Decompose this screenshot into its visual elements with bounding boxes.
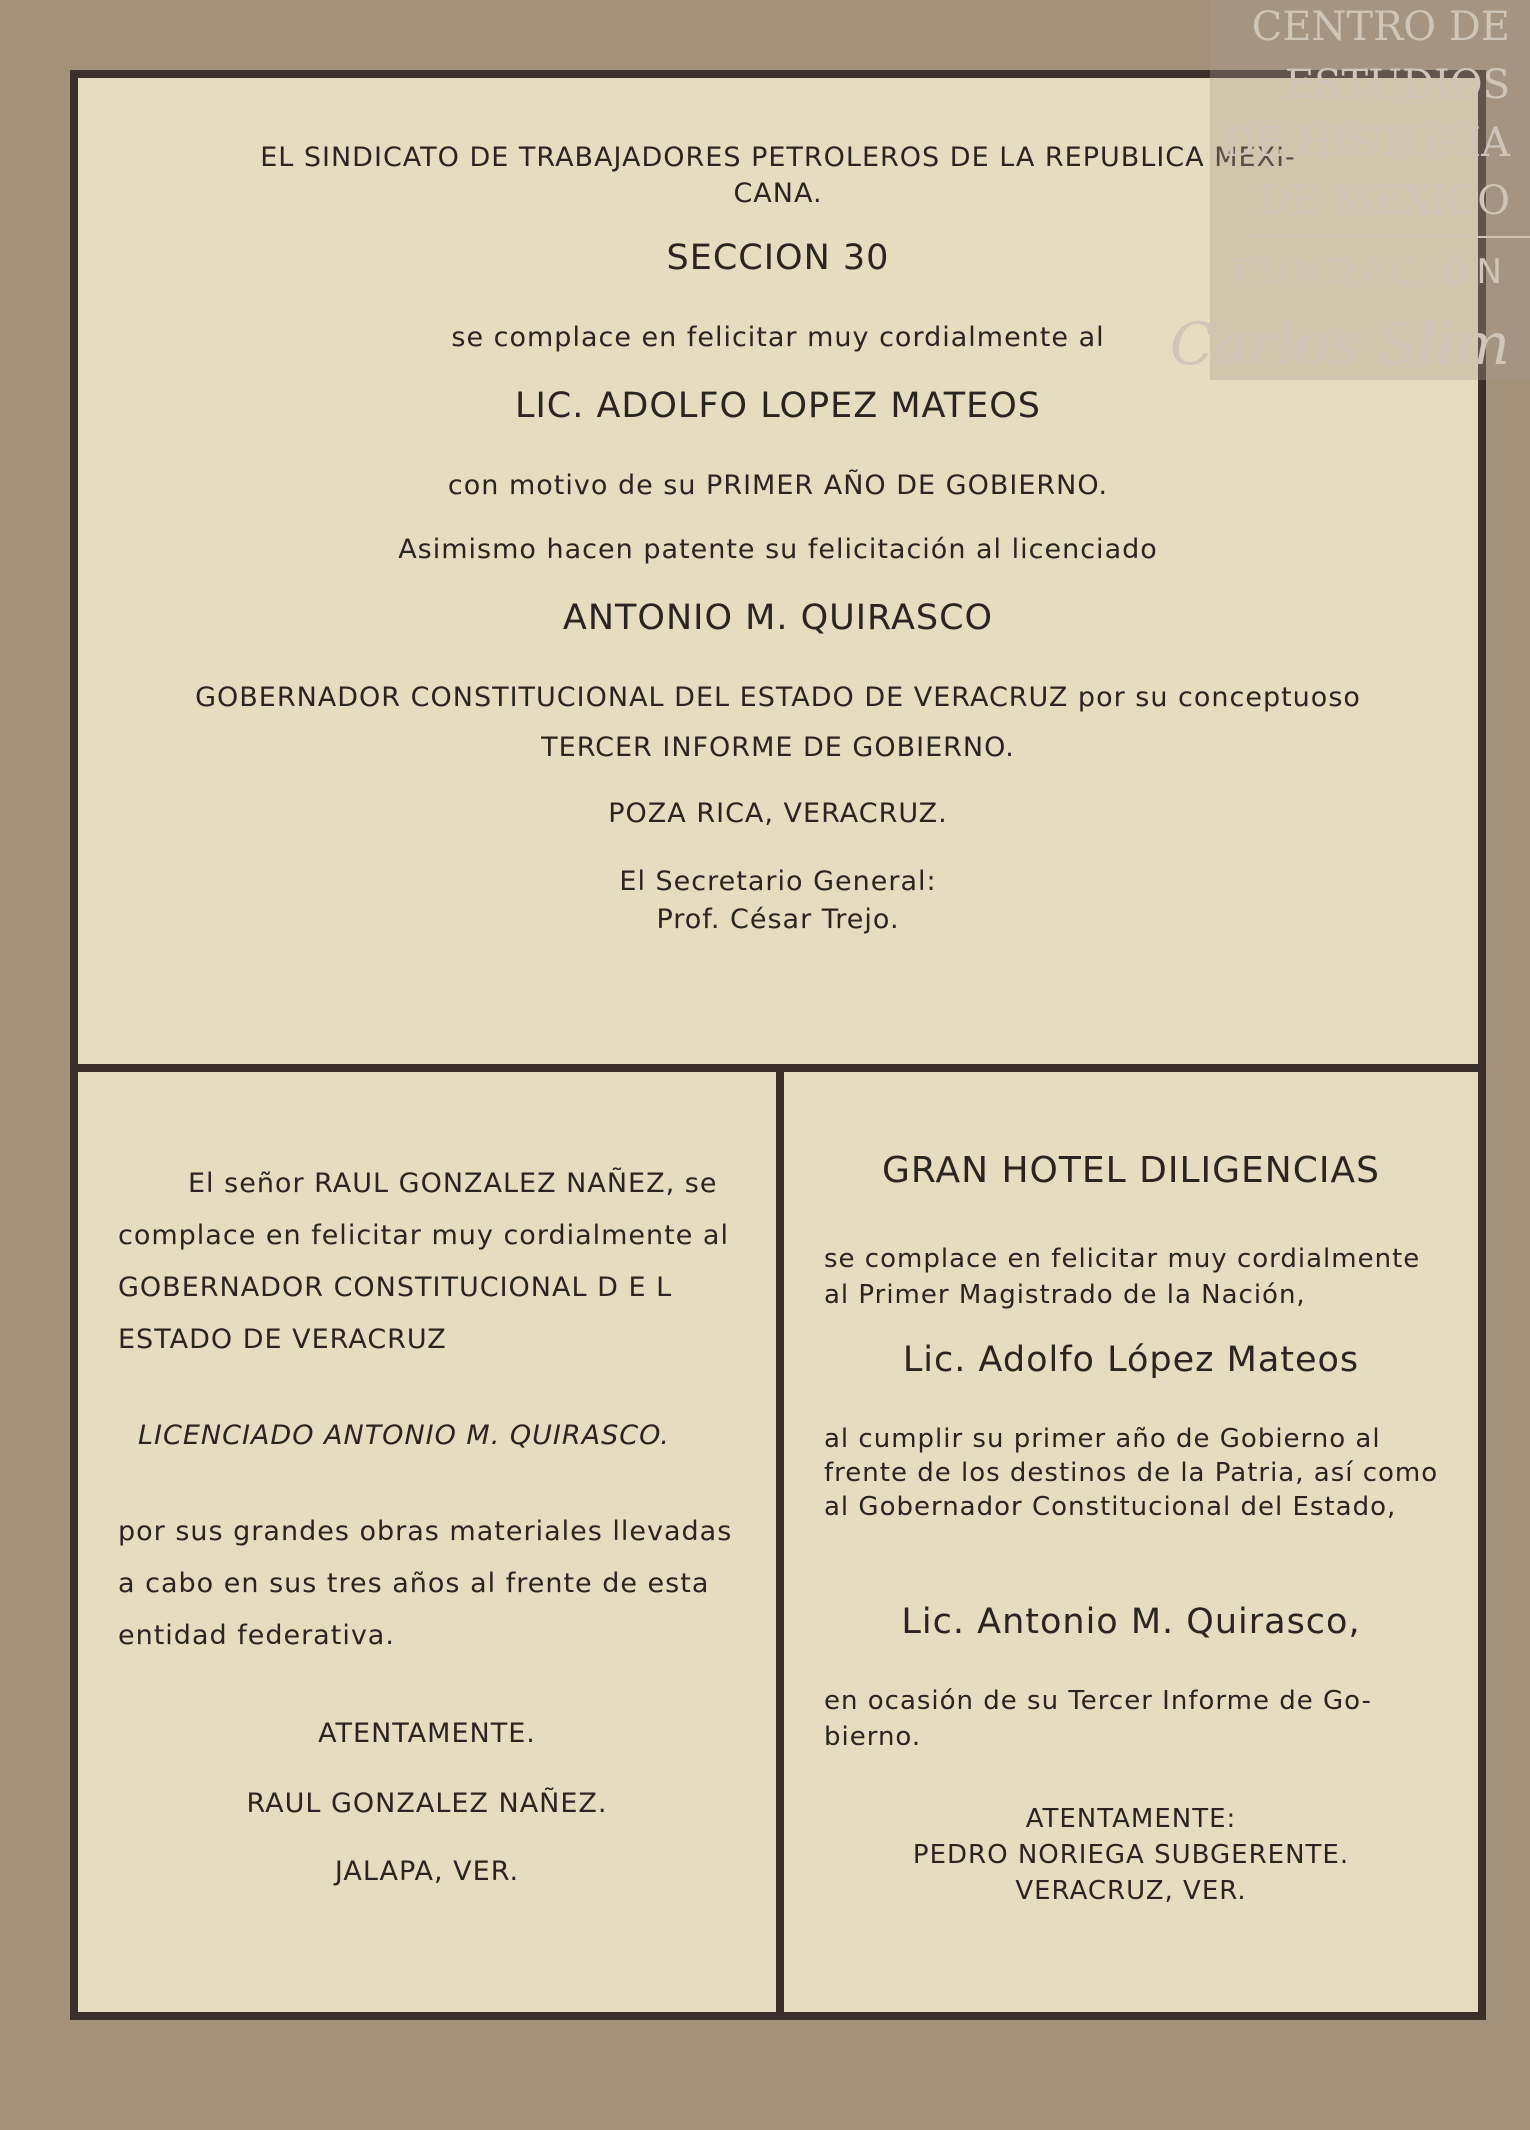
section-title: SECCION 30 [666,238,890,278]
left-p1-line-3: GOBERNADOR CONSTITUCIONAL D E L [118,1272,673,1303]
left-p2-line-1: por sus grandes obras materiales llevadas [118,1516,733,1547]
right-p2-line-3: al Gobernador Constitucional del Estado, [824,1492,1397,1522]
right-p1-line-2: al Primer Magistrado de la Nación, [824,1280,1306,1310]
right-honoree-2: Lic. Antonio M. Quirasco, [901,1602,1361,1642]
also-text: Asimismo hacen patente su felicitación al licenciado [398,534,1158,565]
left-p2-line-2: a cabo en sus tres años al frente de esta [118,1568,710,1599]
left-place: JALAPA, VER. [334,1856,520,1887]
header-line-1: EL SINDICATO DE TRABAJADORES PETROLEROS DE LA REPUBLICA MEXI- [260,142,1296,173]
watermark-line-2: ESTUDIOS [1284,62,1510,108]
watermark-line-4: DE MEXICO [1258,178,1510,224]
watermark-line-3: DE HISTORIA [1223,120,1510,166]
left-p1-line-2: complace en felicitar muy cordialmente al [118,1220,729,1251]
right-p2-line-1: al cumplir su primer año de Gobierno al [824,1424,1381,1454]
hotel-announcement [784,1072,1478,2012]
motive-text: con motivo de su PRIMER AÑO DE GOBIERNO. [447,470,1109,501]
left-honoree: LICENCIADO ANTONIO M. QUIRASCO. [138,1420,670,1451]
watermark-foundation: FUNDACIÓN [1233,252,1510,292]
right-p3-line-1: en ocasión de su Tercer Informe de Go- [824,1686,1372,1716]
right-p1-line-1: se complace en felicitar muy cordialmente [824,1244,1421,1274]
signatory-name: Prof. César Trejo. [656,904,900,935]
left-p2-line-3: entidad federativa. [118,1620,395,1651]
honoree-name: LIC. ADOLFO LOPEZ MATEOS [514,386,1042,426]
gonzalez-announcement [78,1072,776,2012]
right-p3-line-2: bierno. [824,1722,922,1752]
title-line-1: GOBERNADOR CONSTITUCIONAL DEL ESTADO DE VERACRUZ por su conceptuoso [195,682,1361,713]
watermark-line-1: CENTRO DE [1251,4,1510,50]
title-line-2: TERCER INFORME DE GOBIERNO. [541,732,1015,763]
right-signer: PEDRO NORIEGA SUBGERENTE. [912,1840,1350,1870]
left-p1-line-1: El señor RAUL GONZALEZ NAÑEZ, se [188,1168,718,1199]
header-line-2: CANA. [733,178,823,209]
vertical-divider [776,1072,784,2012]
right-honoree-1: Lic. Adolfo López Mateos [902,1340,1360,1380]
horizontal-divider [78,1064,1478,1072]
intro-text: se complace en felicitar muy cordialmente al [451,322,1105,353]
signatory-role: El Secretario General: [619,866,937,897]
right-place: VERACRUZ, VER. [1015,1876,1247,1906]
left-closing: ATENTAMENTE. [318,1718,536,1749]
hotel-title: GRAN HOTEL DILIGENCIAS [882,1150,1380,1191]
watermark-signature: Carlos Slim [1169,310,1510,378]
second-honoree-name: ANTONIO M. QUIRASCO [562,598,994,638]
left-signer: RAUL GONZALEZ NAÑEZ. [246,1788,608,1819]
archive-watermark [1169,0,1530,380]
left-p1-line-4: ESTADO DE VERACRUZ [118,1324,447,1355]
watermark-divider [1250,236,1530,238]
right-p2-line-2: frente de los destinos de la Patria, así como [824,1458,1439,1488]
right-closing: ATENTAMENTE: [1025,1804,1237,1834]
place-text: POZA RICA, VERACRUZ. [608,798,948,829]
